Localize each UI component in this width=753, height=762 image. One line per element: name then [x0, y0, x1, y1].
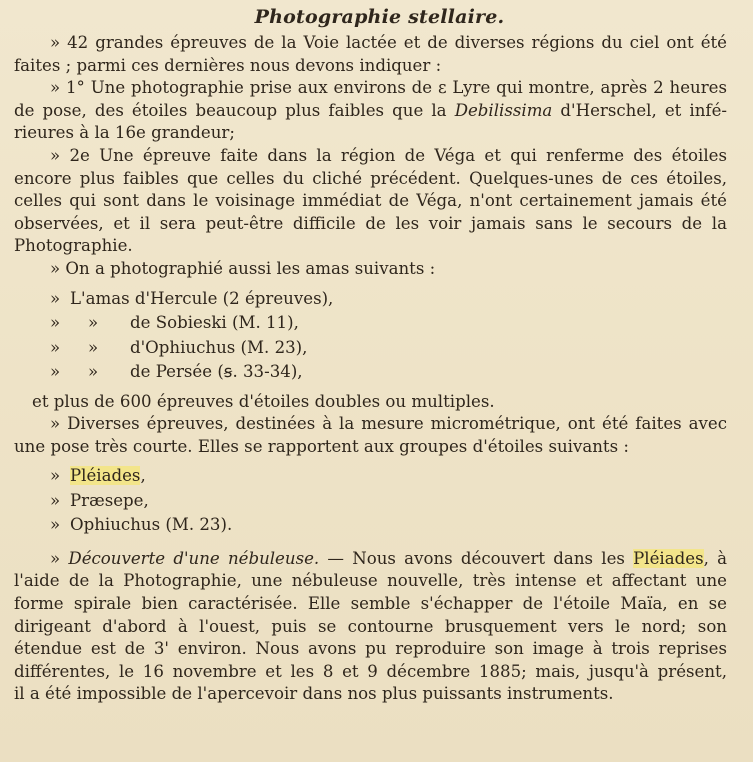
text-fragment: , [140, 466, 146, 486]
quote-mark: » [50, 288, 61, 308]
text-line: » 42 grandes épreuves de la Voie lactée et de diverses régions du ciel ont été [50, 33, 727, 52]
list-item [50, 360, 727, 385]
list-item [50, 489, 727, 514]
quote-mark: » [50, 466, 61, 486]
text-line: dirigeant d'abord à l'ouest, puis se contourne brusquement vers le nord; son [14, 616, 727, 636]
text-line: observées, et il sera peut-être difficile de les voir jamais sans le secours de la [14, 213, 727, 233]
quote-mark: » [50, 337, 61, 357]
highlighted-term: Pléiades [633, 548, 704, 568]
paragraph-doubles [32, 391, 727, 414]
emphasis-debilissima: Debilissima [454, 100, 553, 120]
text-line: et plus de 600 épreuves d'étoiles doubles ou multiples. [32, 391, 495, 411]
text-line: étendue est de 3' environ. Nous avons pu reproduire son image à trois reprises [14, 639, 727, 659]
list-item-text: Ophiuchus (M. 23). [70, 515, 233, 535]
text-line: celles qui sont dans le voisinage immédiat de Véga, n'ont certainement jamais été [14, 191, 727, 211]
ditto-mark: » [88, 362, 99, 382]
text-fragment: — Nous avons découvert dans les [319, 548, 634, 568]
text-line: faites ; parmi ces dernières nous devons indiquer : [14, 55, 442, 75]
text-line [14, 100, 727, 123]
text-fragment: de pose, des étoiles beaucoup plus faibles que la [14, 100, 455, 120]
text-line: » Diverses épreuves, destinées à la mesure micrométrique, ont été faites avec [50, 414, 727, 434]
groupes-list [32, 464, 727, 538]
text-line: encore plus faibles que celles du cliché précédent. Quelques-unes de ces étoiles, [14, 168, 727, 188]
list-item [50, 287, 727, 312]
highlighted-term: Pléiades [70, 466, 141, 486]
list-item [50, 336, 727, 361]
amas-list [32, 287, 727, 385]
list-item-text: de Sobieski (M. 11), [130, 313, 299, 333]
list-item-text [70, 464, 146, 489]
list-item [50, 464, 727, 489]
text-line: » 1° Une photographie prise aux environs de ε Lyre qui montre, après 2 heures [50, 78, 727, 98]
quote-mark: » [50, 490, 61, 510]
list-item-text: Præsepe, [70, 490, 149, 510]
text-line: forme spirale bien caractérisée. Elle semble s'échapper de l'étoile Maïa, en se [14, 594, 727, 613]
paragraph-voie-lactee [14, 32, 727, 77]
page-title: Photographie stellaire. [254, 6, 505, 28]
quote-mark: » [50, 515, 61, 535]
list-item-text: L'amas d'Hercule (2 épreuves), [70, 288, 334, 308]
paragraph-micrometrique [14, 413, 727, 458]
text-fragment: » [50, 548, 69, 568]
text-line: l'aide de la Photographie, une nébuleuse nouvelle, très intense et affectant une [14, 571, 727, 591]
list-item-text: de Persée (ꞩ. 33-34), [130, 362, 303, 382]
list-item [50, 513, 727, 538]
text-fragment: d'Herschel, et infé- [552, 100, 727, 120]
text-line: une pose très courte. Elles se rapportent aux groupes d'étoiles suivants : [14, 436, 629, 456]
text-line: différentes, le 16 novembre et les 8 et 9 décembre 1885; mais, jusqu'à présent, [14, 661, 727, 681]
text-line: » 2e Une épreuve faite dans la région de Véga et qui renferme des étoiles [50, 145, 727, 165]
paragraph-lyre [14, 77, 727, 145]
text-line: rieures à la 16e grandeur; [14, 123, 235, 143]
emphasis-decouverte: Découverte d'une nébuleuse. [68, 548, 320, 568]
text-line: » On a photographié aussi les amas suivants : [50, 258, 436, 278]
text-fragment: , à [703, 548, 727, 568]
ditto-mark: » [88, 337, 99, 357]
text-line: il a été impossible de l'apercevoir dans nos plus puissants instruments. [14, 684, 614, 704]
paragraph-nebuleuse [14, 548, 727, 706]
text-line [32, 548, 727, 571]
paragraph-vega [14, 145, 727, 258]
quote-mark: » [50, 362, 61, 382]
ditto-mark: » [88, 313, 99, 333]
text-line: Photographie. [14, 236, 133, 256]
quote-mark: » [50, 313, 61, 333]
list-item [50, 311, 727, 336]
paragraph-amas-intro [32, 258, 727, 281]
list-item-text: d'Ophiuchus (M. 23), [130, 337, 308, 357]
